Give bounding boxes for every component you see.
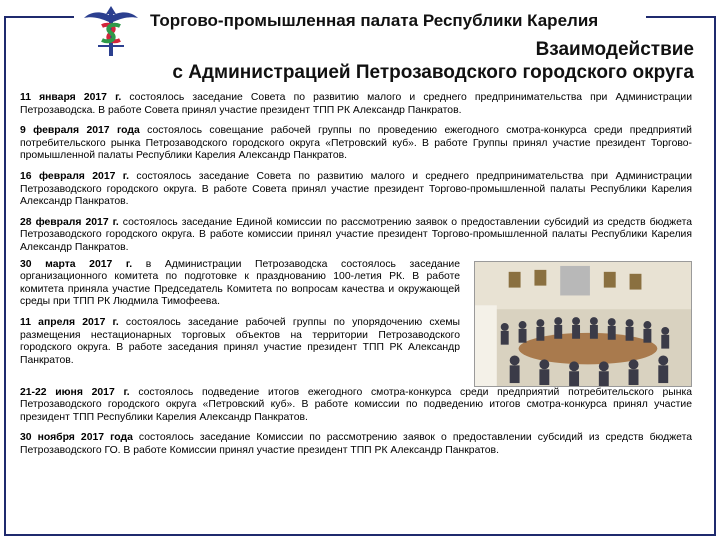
entry-date: 9 февраля 2017 года xyxy=(20,125,140,137)
entry-7 xyxy=(20,387,692,425)
entry-text: в Администрации Петрозаводска состоялось заседание организационного комитета по подготовке к празднованию 100-летия РК. В работе комитета приняла участие Председатель Комитета по вопросам качества и окружающей среды при ТПП РК Людмила Тимофеева. xyxy=(20,258,460,308)
entry-date: 30 марта 2017 г. xyxy=(20,258,133,270)
entries-with-photo xyxy=(20,259,692,387)
page-heading-line-1: Взаимодействие xyxy=(535,39,694,60)
entry-date: 11 января 2017 г. xyxy=(20,92,122,103)
organization-title: Торгово-промышленная палата Республики Карелия xyxy=(150,11,599,30)
entry-6 xyxy=(20,317,460,367)
entry-date: 21-22 июня 2017 г. xyxy=(20,386,130,398)
entry-5 xyxy=(20,259,460,309)
entry-4 xyxy=(20,217,692,255)
entry-8 xyxy=(20,432,692,457)
entry-text: состоялось заседание Единой комиссии по рассмотрению заявок о предоставлении субсидий из средств бюджета Петрозаводского городского округа. В работе комиссии принял участие президент Торгово-промышленной палаты Республики Карелия Александр Панкратов. xyxy=(20,216,692,253)
chamber-of-commerce-emblem-icon xyxy=(80,2,142,58)
entry-text: состоялось заседание Комиссии по рассмотрению заявок о предоставлении субсидий из средств бюджета Петрозаводского ГО. В работе Комиссии принял участие президент ТПП РК Александр Панкратов. xyxy=(20,432,692,456)
meeting-photo-icon xyxy=(474,261,692,387)
frame-left-line xyxy=(4,16,6,536)
entry-text: состоялось заседание Совета по развитию малого и среднего предпринимательства при Администрации Петрозаводска. В работе Совета принял участие президент ТПП РК Александр Панкратов. xyxy=(20,92,693,116)
frame-bottom-line xyxy=(4,534,716,536)
entry-1 xyxy=(20,92,692,117)
entry-2 xyxy=(20,125,692,163)
entry-date: 16 февраля 2017 г. xyxy=(20,170,129,182)
frame-top-right-line xyxy=(646,16,716,18)
entry-date: 30 ноября 2017 года xyxy=(20,432,133,444)
frame-right-line xyxy=(714,16,716,536)
entry-text: состоялось совещание рабочей группы по проведению ежегодного смотра-конкурса среди предприятий потребительского рынка Петрозаводского городского округа «Петровский куб». В работе Группы принял участие президент Торгово-промышленной палаты Республики Карелия Александр Панкратов. xyxy=(20,125,692,162)
entries-left-column xyxy=(20,259,460,376)
page-heading xyxy=(172,38,694,84)
entries-list xyxy=(20,92,692,466)
frame-top-left-line xyxy=(4,16,74,18)
entry-date: 28 февраля 2017 г. xyxy=(20,216,119,228)
entry-text: состоялось подведение итогов ежегодного смотра-конкурса среди предприятий потребительского рынка Петрозаводского городского округа «Петровский куб». В работе комиссии по подведению итогов смотра-конкурса принял участие президент ТПП Республики Карелия Александр Панкратов. xyxy=(20,386,693,423)
page-heading-line-2: с Администрацией Петрозаводского городского округа xyxy=(172,62,694,83)
entry-3 xyxy=(20,171,692,209)
entry-date: 11 апреля 2017 г. xyxy=(20,316,119,328)
entry-text: состоялось заседание рабочей группы по упорядочению схемы размещения нестационарных торговых объектов на территории Петрозаводского городского округа. В работе заседания принял участие президент ТПП РК Александр Панкратов. xyxy=(20,316,460,366)
entry-text: состоялось заседание Совета по развитию малого и среднего предпринимательства при Администрации Петрозаводского городского округа. В работе Совета принял участие президент Торгово-промышленной палаты Республики Карелия Александр Панкратов. xyxy=(20,170,693,208)
